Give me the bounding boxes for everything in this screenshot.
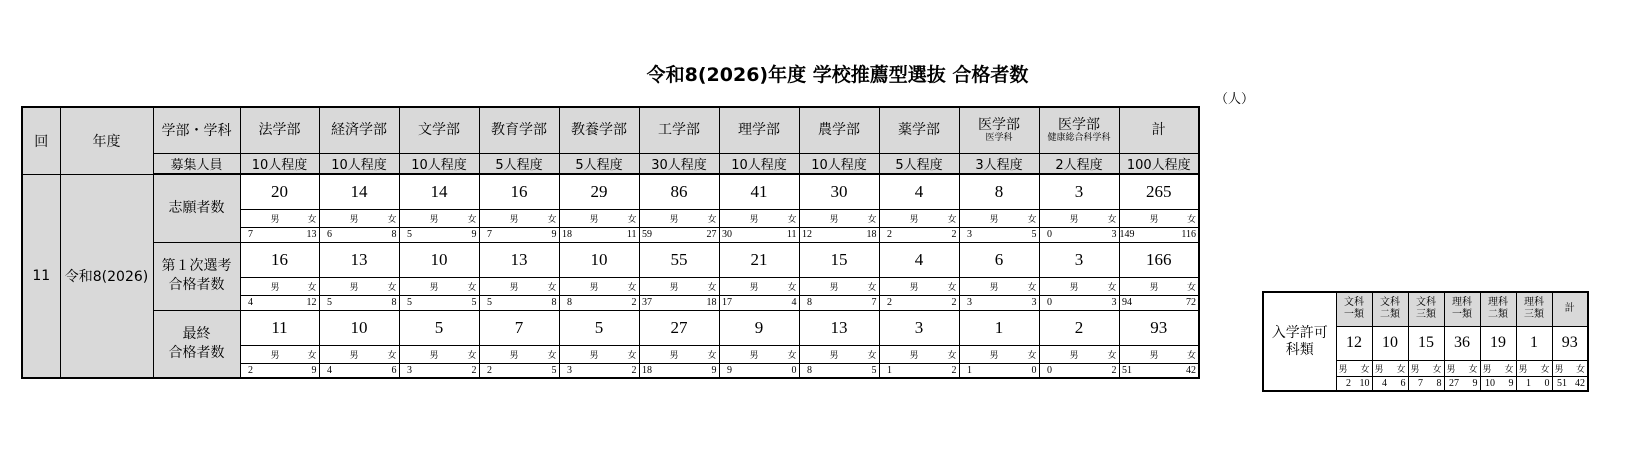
female-label: 女 [999,209,1039,227]
category-female: 0 [1534,376,1552,391]
faculty-name: 医学部 [978,116,1020,133]
count-male: 5 [319,295,359,310]
faculty-name: 理学部 [738,122,780,139]
faculty-name: 教育学部 [491,122,547,139]
female-label: 女 [519,209,559,227]
category-header [1372,292,1408,326]
category-male: 7 [1408,376,1426,391]
category-line-1: 文科 [1344,297,1364,309]
female-label: 女 [759,345,799,363]
count-male: 51 [1119,363,1159,378]
count-female: 0 [999,363,1039,378]
male-label: 男 [479,209,519,227]
category-line-2: 三類 [1524,309,1544,321]
header-nendo: 年度 [60,107,153,174]
category-total: 93 [1552,326,1588,360]
female-label: 女 [1354,360,1372,376]
count-female: 11 [759,227,799,242]
count-female: 8 [359,295,399,310]
count-total: 5 [399,310,479,345]
faculty-header [319,107,399,153]
male-label: 男 [479,277,519,295]
male-label: 男 [719,209,759,227]
count-female: 0 [759,363,799,378]
male-label: 男 [1119,345,1159,363]
count-total: 10 [559,242,639,277]
faculty-header [559,107,639,153]
male-label: 男 [559,345,599,363]
count-male: 5 [399,295,439,310]
faculty-header [399,107,479,153]
category-male: 4 [1372,376,1390,391]
faculty-quota: 30人程度 [639,153,719,174]
male-label: 男 [799,277,839,295]
count-male: 3 [959,227,999,242]
nendo-value: 令和8(2026) [60,174,153,378]
male-label: 男 [639,345,679,363]
female-label: 女 [519,277,559,295]
count-female: 116 [1159,227,1199,242]
page-title: 令和8(2026)年度 学校推薦型選抜 合格者数 [646,64,1029,86]
female-label: 女 [280,209,319,227]
count-total: 4 [879,242,959,277]
count-female: 18 [679,295,719,310]
count-total: 10 [319,310,399,345]
female-label: 女 [439,209,479,227]
count-female: 72 [1159,295,1199,310]
category-female: 9 [1462,376,1480,391]
count-male: 4 [240,295,280,310]
category-female: 8 [1426,376,1444,391]
category-header [1408,292,1444,326]
count-total: 7 [479,310,559,345]
female-label: 女 [280,345,319,363]
faculty-name: 教養学部 [571,122,627,139]
female-label: 女 [599,209,639,227]
category-female: 42 [1570,376,1588,391]
category-total: 12 [1336,326,1372,360]
count-female: 5 [839,363,879,378]
count-male: 94 [1119,295,1159,310]
count-total: 13 [479,242,559,277]
female-label: 女 [1159,345,1199,363]
category-female: 9 [1498,376,1516,391]
category-line-1: 理科 [1524,297,1544,309]
female-label: 女 [679,345,719,363]
category-total: 36 [1444,326,1480,360]
count-male: 37 [639,295,679,310]
count-male: 3 [559,363,599,378]
female-label: 女 [359,345,399,363]
count-male: 59 [639,227,679,242]
female-label: 女 [919,209,959,227]
count-male: 2 [479,363,519,378]
kai-value: 11 [22,174,60,378]
category-header [1552,292,1588,326]
female-label: 女 [1079,345,1119,363]
male-label: 男 [879,277,919,295]
header-kai: 回 [22,107,60,174]
count-male: 3 [399,363,439,378]
category-line-2: 二類 [1380,309,1400,321]
count-female: 9 [519,227,559,242]
female-label: 女 [359,209,399,227]
female-label: 女 [919,345,959,363]
faculty-header [879,107,959,153]
count-total: 30 [799,174,879,209]
male-label: 男 [719,277,759,295]
count-female: 2 [919,363,959,378]
count-male: 3 [959,295,999,310]
count-female: 2 [599,363,639,378]
count-female: 8 [519,295,559,310]
faculty-sub: 健康総合科学科 [1047,132,1111,143]
count-female: 9 [280,363,319,378]
count-female: 8 [359,227,399,242]
category-line-2: 一類 [1344,309,1364,321]
faculty-quota: 10人程度 [719,153,799,174]
male-label: 男 [1039,277,1079,295]
count-total: 2 [1039,310,1119,345]
category-line-1: 理科 [1488,297,1508,309]
female-label: 女 [999,277,1039,295]
count-female: 2 [599,295,639,310]
count-female: 5 [439,295,479,310]
category-line-1: 文科 [1416,297,1436,309]
count-total: 16 [240,242,319,277]
faculty-header [799,107,879,153]
female-label: 女 [759,277,799,295]
male-label: 男 [799,209,839,227]
faculty-quota: 10人程度 [319,153,399,174]
category-female: 10 [1354,376,1372,391]
count-male: 2 [879,227,919,242]
count-total: 93 [1119,310,1199,345]
count-female: 7 [839,295,879,310]
count-total: 15 [799,242,879,277]
count-total: 265 [1119,174,1199,209]
faculty-quota: 10人程度 [399,153,479,174]
count-total: 14 [319,174,399,209]
female-label: 女 [679,209,719,227]
category-line-2: 三類 [1416,309,1436,321]
faculty-quota: 10人程度 [799,153,879,174]
faculty-name: 文学部 [418,122,460,139]
female-label: 女 [1159,277,1199,295]
female-label: 女 [1079,277,1119,295]
count-male: 7 [479,227,519,242]
male-label: 男 [1372,360,1390,376]
faculty-name: 計 [1151,122,1166,139]
category-line-2: 一類 [1452,309,1472,321]
count-male: 0 [1039,295,1079,310]
male-label: 男 [1119,277,1159,295]
female-label: 女 [839,345,879,363]
male-label: 男 [1408,360,1426,376]
count-female: 3 [1079,227,1119,242]
faculty-header [479,107,559,153]
faculty-name: 農学部 [818,122,860,139]
category-total: 1 [1516,326,1552,360]
male-label: 男 [1039,345,1079,363]
female-label: 女 [679,277,719,295]
female-label: 女 [839,277,879,295]
female-label: 女 [999,345,1039,363]
row-label-final [153,310,240,378]
count-total: 8 [959,174,1039,209]
category-header [1336,292,1372,326]
count-total: 3 [1039,242,1119,277]
female-label: 女 [439,277,479,295]
faculty-header [639,107,719,153]
female-label: 女 [919,277,959,295]
category-header [1444,292,1480,326]
female-label: 女 [839,209,879,227]
faculty-quota: 100人程度 [1119,153,1199,174]
count-male: 2 [240,363,280,378]
faculty-name: 経済学部 [331,122,387,139]
female-label: 女 [1570,360,1588,376]
row-label-line: 最終 [182,325,211,342]
count-male: 30 [719,227,759,242]
female-label: 女 [439,345,479,363]
male-label: 男 [1119,209,1159,227]
count-total: 20 [240,174,319,209]
male-label: 男 [959,345,999,363]
female-label: 女 [1534,360,1552,376]
male-label: 男 [399,277,439,295]
male-label: 男 [799,345,839,363]
category-male: 1 [1516,376,1534,391]
faculty-name: 薬学部 [898,122,940,139]
count-female: 2 [439,363,479,378]
count-male: 6 [319,227,359,242]
category-total: 19 [1480,326,1516,360]
category-male: 10 [1480,376,1498,391]
faculty-sub: 医学科 [985,132,1013,143]
count-male: 9 [719,363,759,378]
male-label: 男 [240,277,280,295]
category-total: 15 [1408,326,1444,360]
female-label: 女 [359,277,399,295]
count-total: 41 [719,174,799,209]
admission-label-line: 入学許可 [1271,324,1328,341]
count-total: 9 [719,310,799,345]
count-male: 5 [399,227,439,242]
count-male: 149 [1119,227,1159,242]
count-female: 3 [999,295,1039,310]
row-label-line: 合格者数 [168,344,225,361]
female-label: 女 [1079,209,1119,227]
results-table [21,106,1200,379]
count-male: 4 [319,363,359,378]
row-label-app [153,174,240,242]
category-total: 10 [1372,326,1408,360]
category-line-1: 理科 [1452,297,1472,309]
faculty-name: 法学部 [258,122,301,139]
male-label: 男 [319,209,359,227]
count-female: 4 [759,295,799,310]
count-female: 5 [999,227,1039,242]
faculty-header [719,107,799,153]
count-male: 7 [240,227,280,242]
faculty-quota: 3人程度 [959,153,1039,174]
category-line-1: 計 [1564,303,1575,315]
count-female: 2 [1079,363,1119,378]
faculty-quota: 2人程度 [1039,153,1119,174]
female-label: 女 [599,277,639,295]
count-female: 13 [280,227,319,242]
faculty-quota: 10人程度 [240,153,319,174]
male-label: 男 [399,209,439,227]
count-total: 13 [319,242,399,277]
male-label: 男 [959,209,999,227]
count-female: 2 [919,227,959,242]
count-total: 86 [639,174,719,209]
faculty-quota: 5人程度 [479,153,559,174]
category-line-1: 文科 [1380,297,1400,309]
count-total: 27 [639,310,719,345]
category-female: 6 [1390,376,1408,391]
row-label-line: 第１次選考 [161,258,232,274]
row-label-line: 志願者数 [168,199,225,216]
count-female: 42 [1159,363,1199,378]
male-label: 男 [319,277,359,295]
faculty-quota: 5人程度 [879,153,959,174]
faculty-header [240,107,319,153]
male-label: 男 [559,209,599,227]
category-male: 2 [1336,376,1354,391]
count-total: 1 [959,310,1039,345]
admission-label [1263,292,1336,391]
count-female: 2 [919,295,959,310]
category-male: 51 [1552,376,1570,391]
male-label: 男 [1336,360,1354,376]
category-male: 27 [1444,376,1462,391]
male-label: 男 [1552,360,1570,376]
count-female: 9 [439,227,479,242]
count-male: 17 [719,295,759,310]
count-female: 5 [519,363,559,378]
count-total: 14 [399,174,479,209]
category-line-2: 二類 [1488,309,1508,321]
unit-label: （人） [1215,92,1255,107]
female-label: 女 [759,209,799,227]
male-label: 男 [399,345,439,363]
male-label: 男 [719,345,759,363]
count-female: 12 [280,295,319,310]
count-total: 3 [879,310,959,345]
row-label-line: 合格者数 [168,277,225,293]
count-female: 9 [679,363,719,378]
count-male: 5 [479,295,519,310]
faculty-name: 工学部 [658,122,700,139]
count-total: 16 [479,174,559,209]
count-total: 10 [399,242,479,277]
count-total: 11 [240,310,319,345]
count-male: 1 [879,363,919,378]
male-label: 男 [639,209,679,227]
count-male: 0 [1039,227,1079,242]
faculty-header [959,107,1039,153]
male-label: 男 [1444,360,1462,376]
count-total: 4 [879,174,959,209]
count-male: 18 [639,363,679,378]
count-total: 5 [559,310,639,345]
male-label: 男 [1480,360,1498,376]
male-label: 男 [240,345,280,363]
count-male: 8 [799,295,839,310]
admission-table [1262,291,1589,392]
header-boshu: 募集人員 [153,153,240,174]
count-total: 3 [1039,174,1119,209]
faculty-name: 医学部 [1058,116,1100,133]
category-header [1516,292,1552,326]
female-label: 女 [1462,360,1480,376]
count-male: 18 [559,227,599,242]
count-total: 29 [559,174,639,209]
count-total: 21 [719,242,799,277]
count-female: 3 [1079,295,1119,310]
male-label: 男 [319,345,359,363]
male-label: 男 [1516,360,1534,376]
male-label: 男 [879,209,919,227]
female-label: 女 [599,345,639,363]
count-male: 8 [799,363,839,378]
faculty-header [1039,107,1119,153]
category-header [1480,292,1516,326]
count-male: 12 [799,227,839,242]
female-label: 女 [1498,360,1516,376]
male-label: 男 [479,345,519,363]
faculty-quota: 5人程度 [559,153,639,174]
female-label: 女 [280,277,319,295]
faculty-header [1119,107,1199,153]
count-total: 13 [799,310,879,345]
count-female: 11 [599,227,639,242]
admission-label-line: 科類 [1285,341,1314,358]
count-female: 18 [839,227,879,242]
female-label: 女 [1426,360,1444,376]
male-label: 男 [240,209,280,227]
male-label: 男 [959,277,999,295]
male-label: 男 [639,277,679,295]
female-label: 女 [1390,360,1408,376]
count-total: 166 [1119,242,1199,277]
male-label: 男 [1039,209,1079,227]
male-label: 男 [879,345,919,363]
row-label-first [153,242,240,310]
male-label: 男 [559,277,599,295]
count-female: 27 [679,227,719,242]
count-total: 55 [639,242,719,277]
count-male: 2 [879,295,919,310]
female-label: 女 [519,345,559,363]
count-male: 1 [959,363,999,378]
count-male: 8 [559,295,599,310]
header-gakubu: 学部・学科 [153,107,240,153]
count-total: 6 [959,242,1039,277]
female-label: 女 [1159,209,1199,227]
count-male: 0 [1039,363,1079,378]
count-female: 6 [359,363,399,378]
